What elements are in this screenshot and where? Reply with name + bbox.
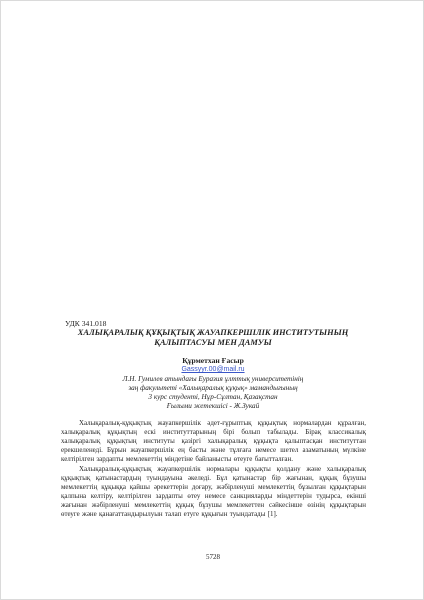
article-body bbox=[61, 419, 366, 520]
author-email-link[interactable]: Gassyyr.00@mail.ru bbox=[181, 366, 245, 373]
body-paragraph-1: Халықаралық-құқықтық жауапкершілік әдет-ғұрыптық құқықтық нормалардан құралған, халықаралық құқықтың ескі институттарының бірі болып табылады. Бірақ классикалық халықаралық құқықтың институты қазіргі халықаралық құқықта қалыптасқан институттан ерекшеленеді. Бұрын жауапкершілік ең басты және тұлғаға немесе шетел азаматының мүлкіне келтірілген зардапты мемлекеттің міндетіне байланысты өтеуге бағытталған. bbox=[61, 419, 366, 463]
udk-code: УДК 341.018 bbox=[65, 319, 107, 328]
affiliation-line-1: Л.Н. Гумилев атындағы Еуразия ұлттық университетінің bbox=[122, 375, 304, 383]
page-number: 5728 bbox=[206, 553, 220, 561]
affiliation-line-3: 3 курс студенті, Нұр-Сұлтан, Қазақстан bbox=[148, 393, 278, 401]
article-title-line-1: ХАЛЫҚАРАЛЫҚ ҚҰҚЫҚТЫҚ ЖАУАПКЕРШІЛІК ИНСТИТУТЫНЫҢ bbox=[77, 328, 349, 337]
supervisor-line: Ғылыми жетекшісі - Ж.Зукай bbox=[166, 402, 260, 410]
body-paragraph-2: Халықаралық-құқықтық жауапкершілік нормалары құқықты қолдану және халықаралық құқықтық қатынастардың туындауына әкеледі. Бұл қатынастар бір жағынан, құқық бұзушы мемлекеттің құқыққа қайшы әрекеттерін доғару, жәбірленуші мемлекеттің бұзылған құқықтарын қалпына келтіру, келтірілген зардапты өтеу немесе санкцияларды міндеттерін тудырса, екінші жағынан жәбірленуші мемлекеттің құқық бұзушы мемлекеттен сәйкесінше өзінің құқықтарын өтеуге және қанағаттандырылуын талап етуге құқығын туындатады [1]. bbox=[61, 465, 366, 518]
author-name: Құрметхан Ғасыр bbox=[182, 356, 244, 365]
article-title-line-2: ҚАЛЫПТАСУЫ МЕН ДАМУЫ bbox=[154, 338, 272, 347]
affiliation-line-2: заң факультеті «Халықаралық құқық» мамандығының bbox=[128, 384, 298, 392]
